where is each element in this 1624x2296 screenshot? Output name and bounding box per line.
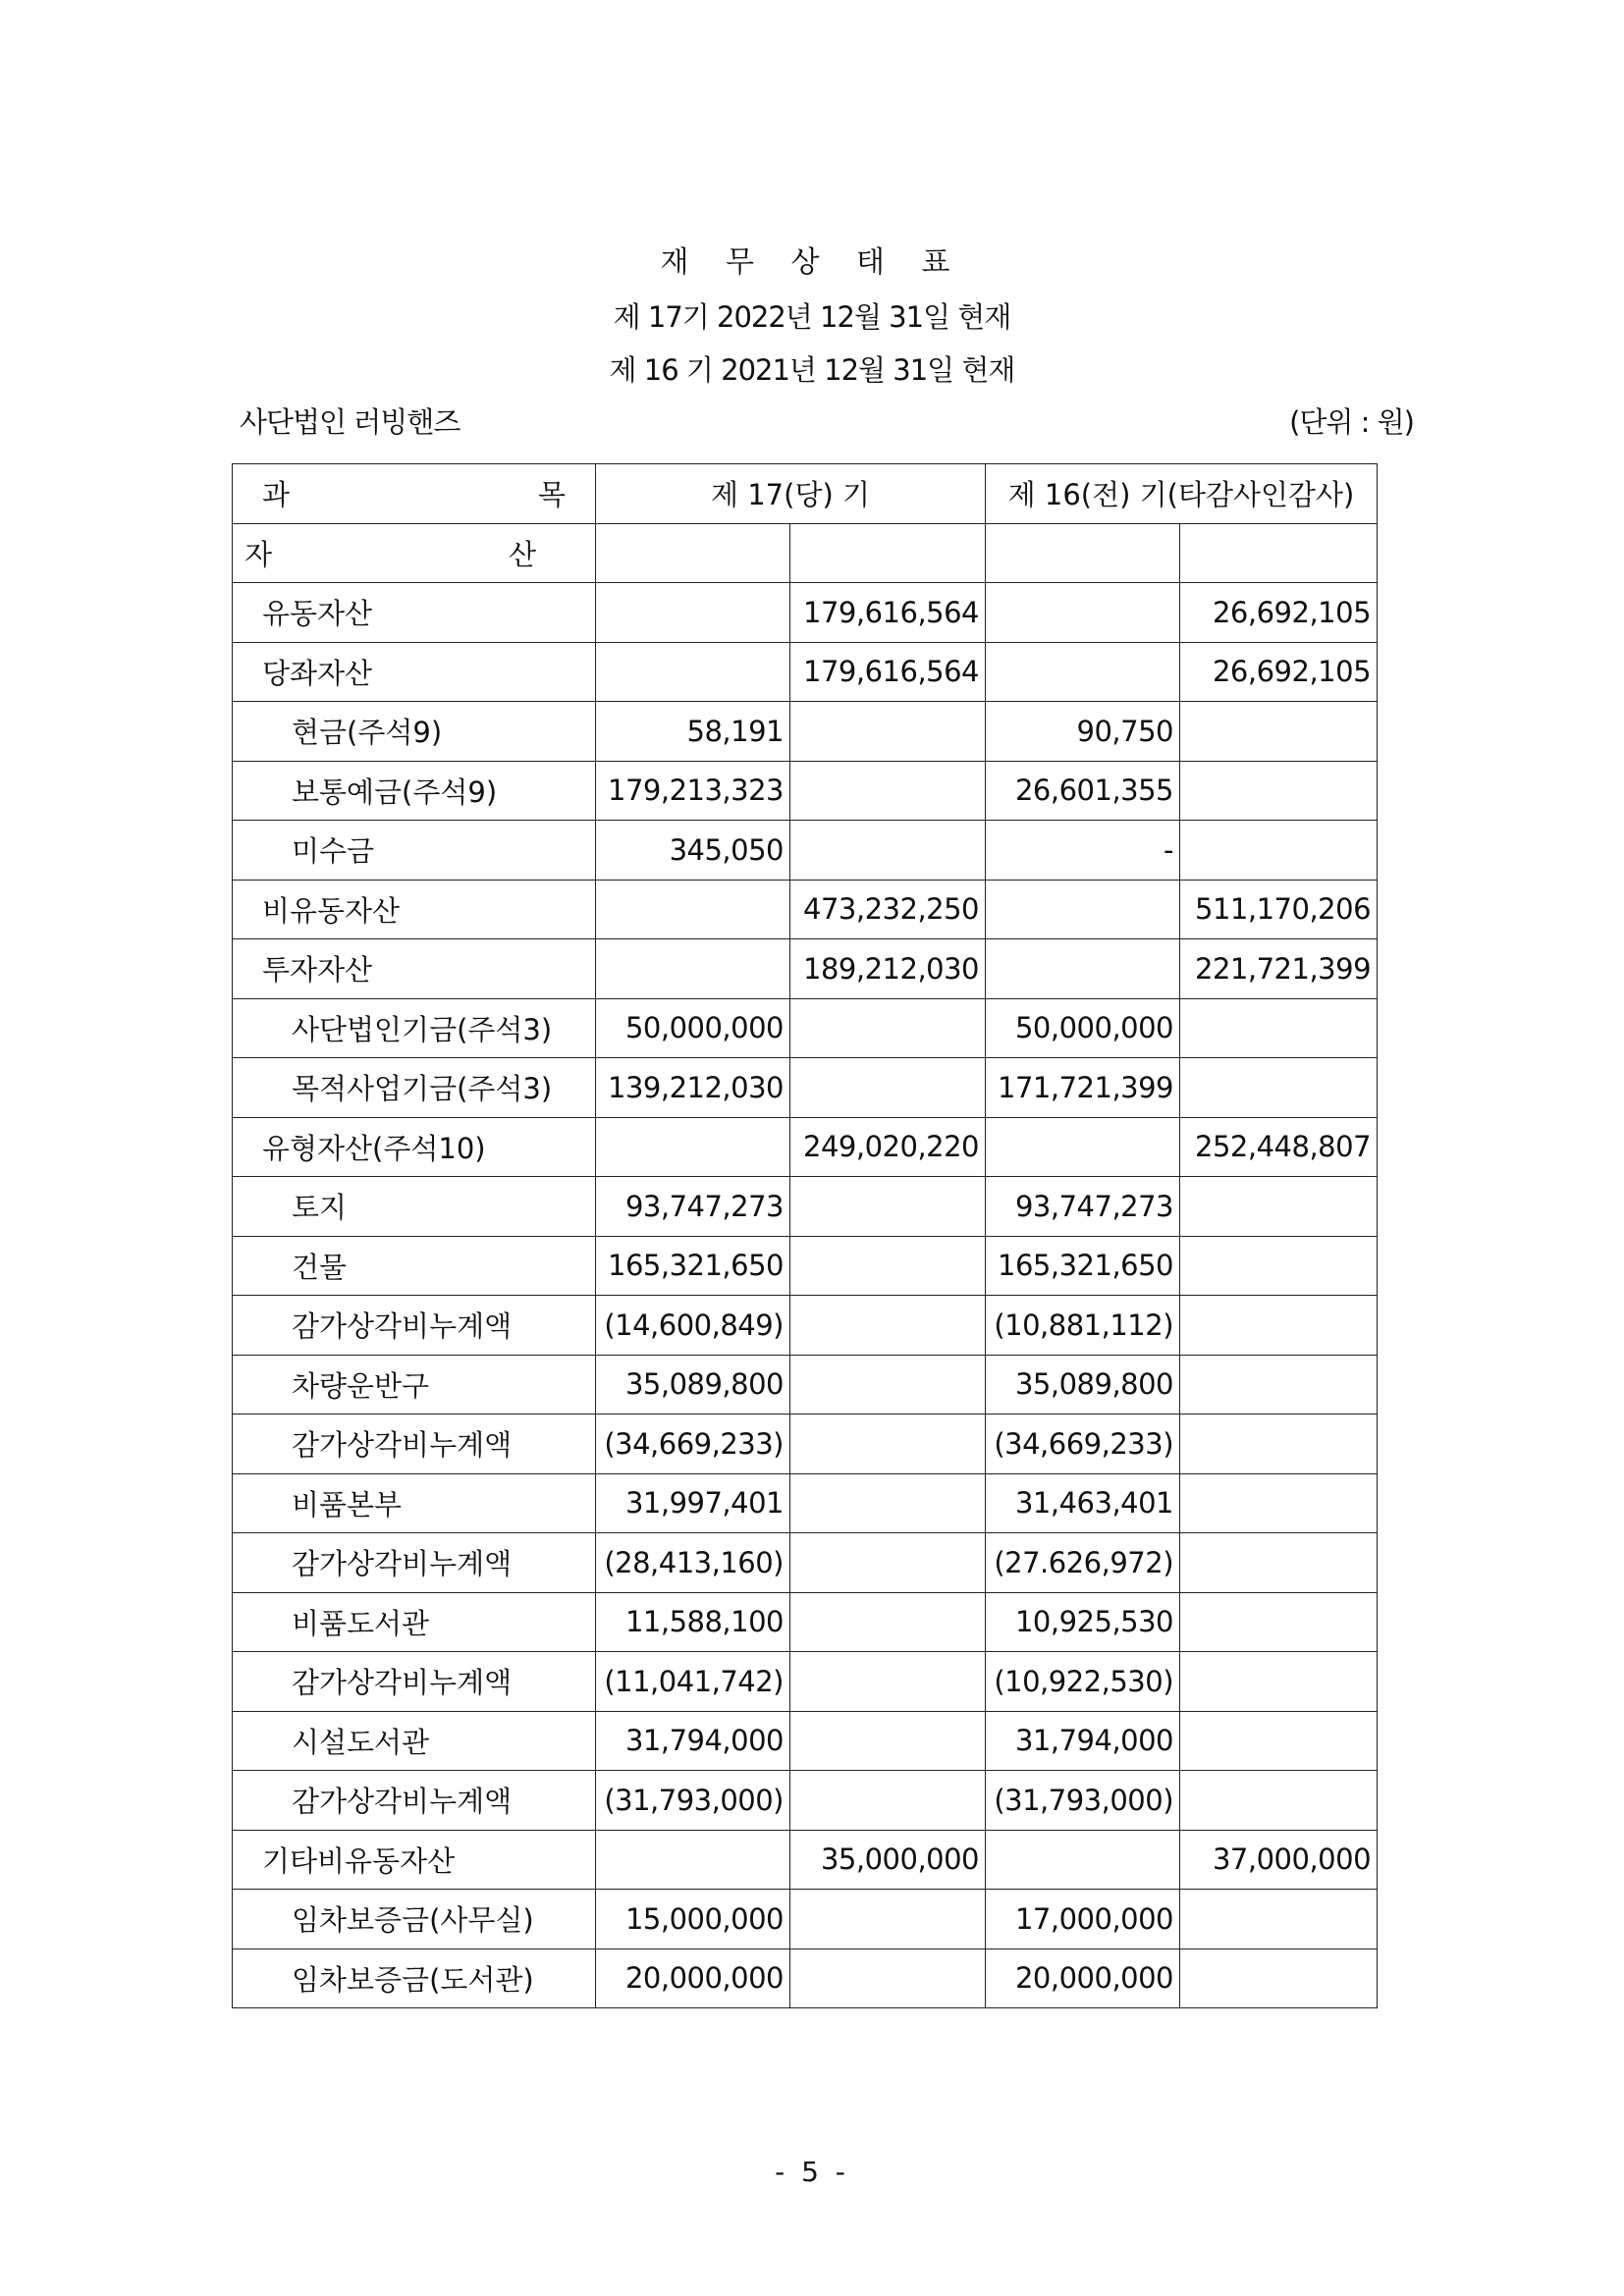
table-row (233, 1711, 1378, 1771)
table-row (233, 1890, 1378, 1949)
prior-total-amount (1180, 1177, 1378, 1237)
current-detail-amount: 179,213,323 (596, 761, 790, 821)
current-total-amount (790, 1473, 986, 1533)
prior-total-amount (1180, 1296, 1378, 1356)
table-row (233, 880, 1378, 939)
table-row (233, 583, 1378, 643)
table-row (233, 939, 1378, 999)
table-row (233, 998, 1378, 1058)
prior-total-amount (1180, 1415, 1378, 1474)
current-total-amount: 179,616,564 (790, 642, 986, 702)
current-total-amount: 189,212,030 (790, 939, 986, 999)
current-detail-amount: (11,041,742) (596, 1652, 790, 1712)
account-name: 비품도서관 (233, 1592, 596, 1652)
current-detail-amount (596, 939, 790, 999)
table-row (233, 1236, 1378, 1296)
prior-detail-amount: 31,794,000 (986, 1711, 1180, 1771)
prior-detail-amount: 171,721,399 (986, 1058, 1180, 1118)
table-row (233, 702, 1378, 762)
statement-heading (0, 236, 1624, 397)
header-account-left: 과 (262, 478, 291, 512)
section-label (233, 523, 596, 583)
prior-total-amount (1180, 761, 1378, 821)
current-detail-amount: (28,413,160) (596, 1533, 790, 1593)
current-detail-amount: (34,669,233) (596, 1415, 790, 1474)
prior-total-amount (1180, 1473, 1378, 1533)
account-name: 시설도서관 (233, 1711, 596, 1771)
account-name: 감가상각비누계액 (233, 1652, 596, 1712)
table-row (233, 1117, 1378, 1177)
account-name: 목적사업기금(주석3) (233, 1058, 596, 1118)
prior-detail-amount (986, 642, 1180, 702)
current-total-amount (790, 1296, 986, 1356)
entity-name: 사단법인 러빙핸즈 (240, 405, 460, 439)
prior-detail-amount (986, 1830, 1180, 1890)
prior-total-amount: 221,721,399 (1180, 939, 1378, 999)
account-name: 사단법인기금(주석3) (233, 998, 596, 1058)
table-row (233, 1771, 1378, 1831)
prior-total-amount (1180, 1355, 1378, 1415)
account-name: 임차보증금(도서관) (233, 1949, 596, 2008)
prior-detail-amount: 35,089,800 (986, 1355, 1180, 1415)
period-prior: 제 16 기 2021년 12월 31일 현재 (609, 353, 1015, 387)
current-total-amount (790, 1949, 986, 2008)
account-name: 현금(주석9) (233, 702, 596, 762)
current-total-amount: 249,020,220 (790, 1117, 986, 1177)
prior-detail-amount (986, 1117, 1180, 1177)
account-name: 감가상각비누계액 (233, 1533, 596, 1593)
current-total-amount (790, 998, 986, 1058)
prior-total-amount (1180, 1236, 1378, 1296)
current-detail-amount (596, 880, 790, 939)
current-total-amount (790, 1058, 986, 1118)
prior-detail-amount: 26,601,355 (986, 761, 1180, 821)
table-row (233, 1533, 1378, 1593)
prior-detail-amount: 17,000,000 (986, 1890, 1180, 1949)
empty-cell (986, 523, 1180, 583)
prior-detail-amount: (10,881,112) (986, 1296, 1180, 1356)
prior-detail-amount: 31,463,401 (986, 1473, 1180, 1533)
current-detail-amount: 165,321,650 (596, 1236, 790, 1296)
account-name: 당좌자산 (233, 642, 596, 702)
current-detail-amount (596, 1830, 790, 1890)
current-detail-amount: 31,997,401 (596, 1473, 790, 1533)
prior-detail-amount: 93,747,273 (986, 1177, 1180, 1237)
prior-detail-amount: (10,922,530) (986, 1652, 1180, 1712)
prior-total-amount (1180, 1949, 1378, 2008)
account-name: 비품본부 (233, 1473, 596, 1533)
current-detail-amount: 50,000,000 (596, 998, 790, 1058)
current-detail-amount: (31,793,000) (596, 1771, 790, 1831)
header-account (233, 464, 596, 524)
current-detail-amount: (14,600,849) (596, 1296, 790, 1356)
table-row (233, 1949, 1378, 2008)
header-account-right: 목 (537, 478, 566, 512)
prior-total-amount (1180, 998, 1378, 1058)
prior-detail-amount: (27.626,972) (986, 1533, 1180, 1593)
current-total-amount (790, 1890, 986, 1949)
current-total-amount (790, 1711, 986, 1771)
statement-title: 재 무 상 태 표 (660, 245, 964, 280)
current-detail-amount (596, 642, 790, 702)
page-number: - 5 - (775, 2156, 849, 2188)
current-total-amount: 35,000,000 (790, 1830, 986, 1890)
current-total-amount (790, 1771, 986, 1831)
prior-detail-amount: 165,321,650 (986, 1236, 1180, 1296)
current-total-amount (790, 1592, 986, 1652)
current-detail-amount: 31,794,000 (596, 1711, 790, 1771)
current-total-amount (790, 1236, 986, 1296)
prior-detail-amount: 20,000,000 (986, 1949, 1180, 2008)
prior-total-amount: 26,692,105 (1180, 583, 1378, 643)
current-detail-amount (596, 1117, 790, 1177)
current-total-amount (790, 1355, 986, 1415)
header-current-period: 제 17(당) 기 (596, 464, 986, 524)
account-name: 감가상각비누계액 (233, 1415, 596, 1474)
prior-detail-amount: (34,669,233) (986, 1415, 1180, 1474)
table-row (233, 1355, 1378, 1415)
prior-detail-amount: 10,925,530 (986, 1592, 1180, 1652)
table-row (233, 642, 1378, 702)
prior-total-amount (1180, 1058, 1378, 1118)
account-name: 비유동자산 (233, 880, 596, 939)
prior-total-amount: 37,000,000 (1180, 1830, 1378, 1890)
current-detail-amount: 58,191 (596, 702, 790, 762)
prior-total-amount (1180, 1711, 1378, 1771)
account-name: 감가상각비누계액 (233, 1771, 596, 1831)
account-name: 건물 (233, 1236, 596, 1296)
header-row (233, 464, 1378, 524)
current-detail-amount: 93,747,273 (596, 1177, 790, 1237)
table-row (233, 1296, 1378, 1356)
table-row (233, 1473, 1378, 1533)
prior-detail-amount: 90,750 (986, 702, 1180, 762)
current-detail-amount: 11,588,100 (596, 1592, 790, 1652)
header-prior-period: 제 16(전) 기(타감사인감사) (986, 464, 1378, 524)
current-total-amount (790, 1415, 986, 1474)
section-label-left: 자 (244, 537, 273, 571)
prior-total-amount (1180, 702, 1378, 762)
prior-detail-amount (986, 583, 1180, 643)
current-detail-amount: 139,212,030 (596, 1058, 790, 1118)
empty-cell (1180, 523, 1378, 583)
prior-total-amount (1180, 1890, 1378, 1949)
current-total-amount (790, 1533, 986, 1593)
prior-total-amount: 511,170,206 (1180, 880, 1378, 939)
table-row (233, 1592, 1378, 1652)
prior-detail-amount: - (986, 821, 1180, 881)
account-name: 보통예금(주석9) (233, 761, 596, 821)
account-name: 미수금 (233, 821, 596, 881)
prior-total-amount: 26,692,105 (1180, 642, 1378, 702)
account-name: 감가상각비누계액 (233, 1296, 596, 1356)
current-total-amount: 179,616,564 (790, 583, 986, 643)
account-name: 유형자산(주석10) (233, 1117, 596, 1177)
table-row (233, 1415, 1378, 1474)
table-row (233, 761, 1378, 821)
prior-total-amount: 252,448,807 (1180, 1117, 1378, 1177)
current-total-amount (790, 761, 986, 821)
table-row (233, 821, 1378, 881)
current-detail-amount: 345,050 (596, 821, 790, 881)
table-row (233, 1058, 1378, 1118)
current-total-amount (790, 702, 986, 762)
prior-total-amount (1180, 1592, 1378, 1652)
table-row (233, 1652, 1378, 1712)
account-name: 차량운반구 (233, 1355, 596, 1415)
table-row (233, 1830, 1378, 1890)
current-detail-amount (596, 583, 790, 643)
current-detail-amount: 15,000,000 (596, 1890, 790, 1949)
prior-total-amount (1180, 1771, 1378, 1831)
prior-total-amount (1180, 1652, 1378, 1712)
prior-detail-amount: (31,793,000) (986, 1771, 1180, 1831)
prior-detail-amount (986, 880, 1180, 939)
section-row (233, 523, 1378, 583)
current-total-amount (790, 821, 986, 881)
empty-cell (790, 523, 986, 583)
balance-sheet-table (232, 463, 1378, 2008)
empty-cell (596, 523, 790, 583)
prior-detail-amount: 50,000,000 (986, 998, 1180, 1058)
account-name: 임차보증금(사무실) (233, 1890, 596, 1949)
prior-total-amount (1180, 1533, 1378, 1593)
table-row (233, 1177, 1378, 1237)
account-name: 유동자산 (233, 583, 596, 643)
period-current: 제 17기 2022년 12월 31일 현재 (613, 300, 1011, 334)
prior-total-amount (1180, 821, 1378, 881)
current-total-amount (790, 1652, 986, 1712)
unit-label: (단위 : 원) (1289, 405, 1414, 439)
account-name: 투자자산 (233, 939, 596, 999)
current-detail-amount: 20,000,000 (596, 1949, 790, 2008)
prior-detail-amount (986, 939, 1180, 999)
account-name: 기타비유동자산 (233, 1830, 596, 1890)
current-detail-amount: 35,089,800 (596, 1355, 790, 1415)
current-total-amount (790, 1177, 986, 1237)
current-total-amount: 473,232,250 (790, 880, 986, 939)
section-label-right: 산 (508, 537, 536, 571)
account-name: 토지 (233, 1177, 596, 1237)
